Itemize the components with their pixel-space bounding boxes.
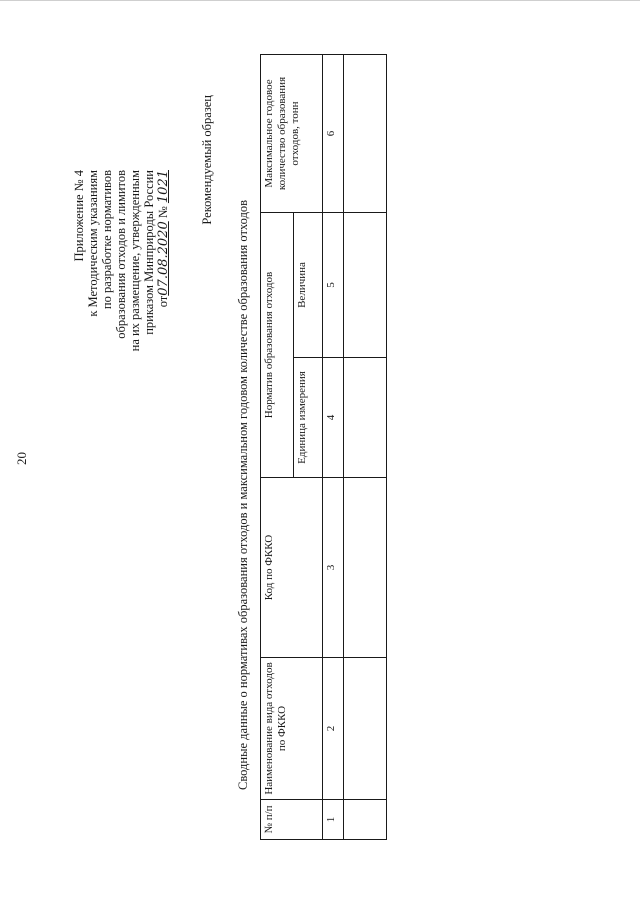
appendix-block — [72, 170, 171, 351]
table-cell — [344, 658, 387, 800]
table-cell — [344, 478, 387, 658]
header-max-annual: Максимальное годовое количество образования отходов, тонн — [261, 55, 323, 213]
header-row — [261, 55, 294, 840]
number-prefix: № — [156, 206, 170, 219]
column-number: 6 — [323, 55, 344, 213]
column-number: 1 — [323, 800, 344, 840]
table-cell — [344, 55, 387, 213]
appendix-line: по разработке нормативов — [100, 170, 114, 310]
header-fkko-code: Код по ФККО — [261, 478, 323, 658]
empty-data-row — [344, 55, 387, 840]
table-cell — [344, 800, 387, 840]
header-index: № п/п — [261, 800, 323, 840]
header-value: Величина — [294, 213, 323, 358]
table-cell — [344, 213, 387, 358]
column-number: 3 — [323, 478, 344, 658]
appendix-line: образования отходов и лимитов — [114, 170, 128, 339]
appendix-line: к Методическим указаниям — [86, 170, 100, 317]
column-number: 4 — [323, 358, 344, 478]
column-number: 2 — [323, 658, 344, 800]
handwritten-date: 07.08.2020 — [156, 221, 171, 296]
appendix-line: Приложение № 4 — [72, 170, 86, 262]
header-norm-group: Норматив образования отходов — [261, 213, 294, 478]
recommended-sample-label: Рекомендуемый образец — [200, 95, 214, 225]
table-cell — [344, 358, 387, 478]
page-number: 20 — [14, 452, 29, 465]
appendix-line: на их размещение, утвержденным — [128, 170, 142, 352]
date-prefix: от — [156, 295, 170, 308]
column-number-row — [323, 55, 344, 840]
header-waste-name: Наименование вида отходов по ФККО — [261, 658, 323, 800]
column-number: 5 — [323, 213, 344, 358]
handwritten-number: 1021 — [156, 170, 171, 204]
appendix-line: приказом Минприроды России — [142, 170, 156, 335]
appendix-date-line — [156, 170, 171, 351]
waste-norms-table — [260, 54, 387, 840]
header-unit: Единица измерения — [294, 358, 323, 478]
document-title: Сводные данные о нормативах образования отходов и максимальном годовом количестве образования отходов — [236, 199, 250, 790]
